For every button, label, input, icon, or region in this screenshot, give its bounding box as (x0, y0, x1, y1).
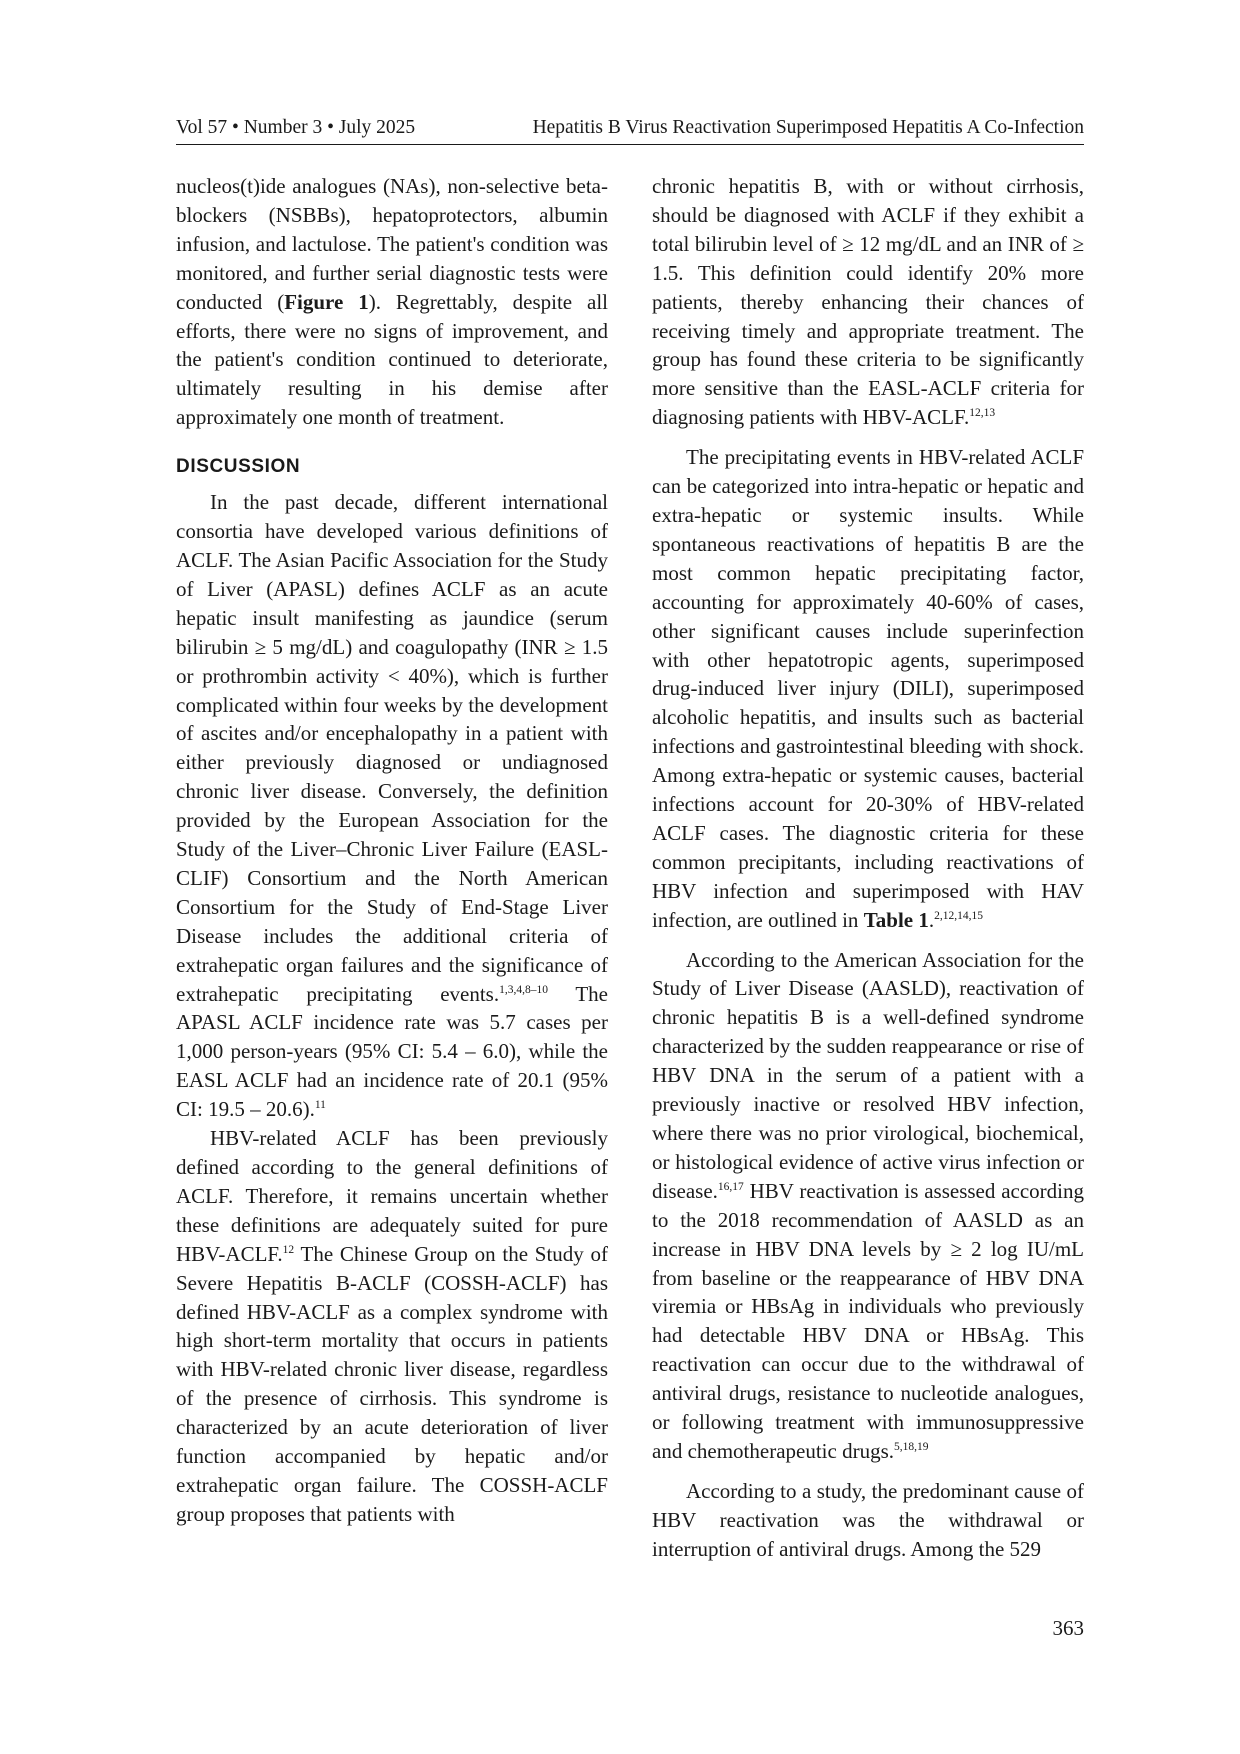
section-heading-discussion: DISCUSSION (176, 456, 301, 478)
hbv-aclf-paragraph: HBV-related ACLF has been previously defined according to the general definitions of ACLF. Therefore, it remains uncertain whether these definitions are adequately suited for pure HBV-ACLF.$^{12}$ The Chinese Group on the Study of Severe Hepatitis B-ACLF (COSSH-ACLF) has defined HBV-ACLF as a complex syndrome with high short-term mortality that occurs in patients with HBV-related chronic liver disease, regardless of the presence of cirrhosis. This syndrome is characterized by an acute deterioration of liver function accompanied by hepatic and/or extrahepatic organ failure. The COSSH-ACLF group proposes that patients with (176, 1126, 608, 1526)
citation: 2,12,14,15 (934, 909, 983, 922)
left-column (176, 172, 608, 1529)
running-header (176, 116, 1084, 145)
case-outcome-paragraph: nucleos(t)ide analogues (NAs), non-selective beta-blockers (NSBBs), hepatoprotectors, albumin infusion, and lactulose. The patient's condition was monitored, and further serial diagnostic tests were conducted (Figure 1). Regrettably, despite all efforts, there were no signs of improvement, and the patient's condition continued to deteriorate, ultimately resulting in his demise after approximately one month of treatment. (176, 174, 608, 430)
citation: 12,13 (969, 407, 996, 420)
cossh-criteria-paragraph: chronic hepatitis B, with or without cirrhosis, should be diagnosed with ACLF if they exhibit a total bilirubin level of ≥ 12 mg/dL and an INR of ≥ 1.5. This definition could identify 20% more patients, thereby enhancing their chances of receiving timely and appropriate treatment. The group has found these criteria to be significantly more sensitive than the EASL-ACLF criteria for diagnosing patients with HBV-ACLF.$^{12,13}$ (652, 174, 1084, 430)
journal-issue-info: Vol 57 • Number 3 • July 2025 (176, 117, 416, 138)
table-reference: Table 1 (863, 907, 929, 932)
precipitating-events-paragraph: The precipitating events in HBV-related ACLF can be categorized into intra-hepatic or hepatic and extra-hepatic or systemic insults. While spontaneous reactivations of hepatitis B are the most common hepatic precipitating factor, accounting for approximately 40-60% of cases, other significant causes include superinfection with other hepatotropic agents, superimposed drug-induced liver injury (DILI), superimposed alcoholic hepatitis, and insults such as bacterial infections and gastrointestinal bleeding with shock. Among extra-hepatic or systemic causes, bacterial infections account for 20-30% of HBV-related ACLF cases. The diagnostic criteria for these common precipitants, including reactivations of HBV infection and superimposed with HAV infection, are outlined in Table 1.$^{2,12,14,15}$ (652, 445, 1084, 932)
page-number: 363 (1052, 1616, 1084, 1640)
citation: 12 (282, 1243, 295, 1256)
citation: 1,3,4,8–10 (499, 983, 548, 996)
article-running-title: Hepatitis B Virus Reactivation Superimposed Hepatitis A Co-Infection (532, 117, 1084, 138)
citation: 16,17 (717, 1180, 744, 1193)
aasld-reactivation-paragraph: According to the American Association for the Study of Liver Disease (AASLD), reactivation of chronic hepatitis B is a well-defined syndrome characterized by the sudden reappearance or rise of HBV DNA in the serum of a patient with a previously inactive or resolved HBV infection, where there was no prior virological, biochemical, or histological evidence of active virus infection or disease.$^{16,17}$ HBV reactivation is assessed according to the 2018 recommendation of AASLD as an increase in HBV DNA levels by ≥ 2 log IU/mL from baseline or the reappearance of HBV DNA viremia or HBsAg in individuals who previously had detectable HBV DNA or HBsAg. This reactivation can occur due to the withdrawal of antiviral drugs, resistance to nucleotide analogues, or following treatment with immunosuppressive and chemotherapeutic drugs.$^{5,18,19}$ (652, 947, 1084, 1463)
citation: 5,18,19 (894, 1440, 929, 1453)
citation: 11 (314, 1099, 326, 1112)
aclf-definitions-paragraph: In the past decade, different international consortia have developed various definitions of ACLF. The Asian Pacific Association for the Study of Liver (APASL) defines ACLF as an acute hepatic insult manifesting as jaundice (serum bilirubin ≥ 5 mg/dL) and coagulopathy (INR ≥ 1.5 or prothrombin activity < 40%), which is further complicated within four weeks by the development of ascites and/or encephalopathy in a patient with either previously diagnosed or undiagnosed chronic liver disease. Conversely, the definition provided by the European Association for the Study of the Liver–Chronic Liver Failure (EASL-CLIF) Consortium and the North American Consortium for the Study of End-Stage Liver Disease includes the additional criteria of extrahepatic organ failures and the significance of extrahepatic precipitating events.$^{1,3,4,8-10}$ The APASL ACLF incidence rate was 5.7 cases per 1,000 person-years (95% CI: 5.4 – 6.0), while the EASL ACLF had an incidence rate of 20.1 (95% CI: 19.5 – 20.6).$^{11}$ (176, 490, 608, 1122)
right-column (652, 172, 1084, 1564)
reactivation-cause-paragraph: According to a study, the predominant cause of HBV reactivation was the withdrawal or interruption of antiviral drugs. Among the 529 (652, 1478, 1084, 1561)
figure-reference: Figure 1 (284, 289, 369, 314)
